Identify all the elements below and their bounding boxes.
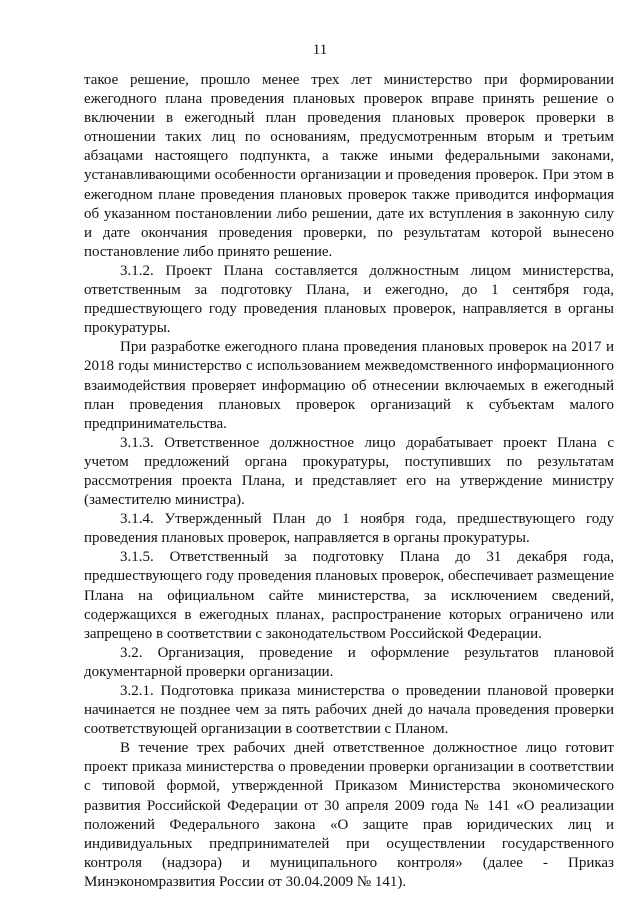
section-heading-3-2: 3.2. Организация, проведение и оформление результатов плановой документарной проверки организации.: [84, 644, 614, 680]
paragraph-continuation: такое решение, прошло менее трех лет министерство при формировании ежегодного плана проведения плановых проверок вправе принять решение о включении в ежегодный план проведения плановых проверок проверки в отношении таких лиц по основаниям, предусмотренным вторым и третьим абзацами настоящего подпункта, а также иными федеральными законами, устанавливающими особенности организации и проведения проверок. При этом в ежегодном плане проведения плановых проверок также приводится информация об указанном постановлении либо решении, дате их вступления в законную силу и дате окончания проведения проверки, по результатам которой вынесено постановление либо принято решение.: [84, 72, 614, 260]
paragraph-3-1-2: 3.1.2. Проект Плана составляется должностным лицом министерства, ответственным за подготовку Плана, и ежегодно, до 1 сентября года, предшествующего году проведения плановых проверок, направляется в органы прокуратуры.: [84, 262, 614, 337]
paragraph-plan-development: При разработке ежегодного плана проведения плановых проверок на 2017 и 2018 годы министерство с использованием межведомственного информационного взаимодействия проверяет информацию об отнесении включаемых в ежегодный план проведения плановых проверок организаций к субъектам малого предпринимательства.: [84, 339, 614, 432]
paragraph-3-2-1: 3.2.1. Подготовка приказа министерства о проведении плановой проверки начинается не позднее чем за пять рабочих дней до начала проведения проверки соответствующей организации в соответствии с Планом.: [84, 683, 614, 738]
document-body: [84, 71, 614, 892]
page-number: 11: [312, 42, 328, 58]
paragraph-order-preparation: В течение трех рабочих дней ответственное должностное лицо готовит проект приказа министерства о проведении проверки организации в соответствии с типовой формой, утвержденной Приказом Министерства экономического развития Российской Федерации от 30 апреля 2009 года № 141 «О реализации положений Федерального закона «О защите прав юридических лиц и индивидуальных предпринимателей при осуществлении государственного контроля (надзора) и муниципального контроля» (далее - Приказ Минэкономразвития России от 30.04.2009 № 141).: [84, 740, 614, 890]
paragraph-3-1-5: 3.1.5. Ответственный за подготовку Плана до 31 декабря года, предшествующего году проведения плановых проверок, обеспечивает размещение Плана на официальном сайте министерства, за исключением сведений, содержащихся в ежегодных планах, распространение которых ограничено или запрещено в соответствии с законодательством Российской Федерации.: [84, 549, 614, 642]
paragraph-3-1-4: 3.1.4. Утвержденный План до 1 ноября года, предшествующего году проведения плановых проверок, направляется в органы прокуратуры.: [84, 511, 614, 547]
paragraph-3-1-3: 3.1.3. Ответственное должностное лицо дорабатывает проект Плана с учетом предложений органа прокуратуры, поступивших по результатам рассмотрения проекта Плана, и представляет его на утверждение министру (заместителю министра).: [84, 434, 614, 509]
